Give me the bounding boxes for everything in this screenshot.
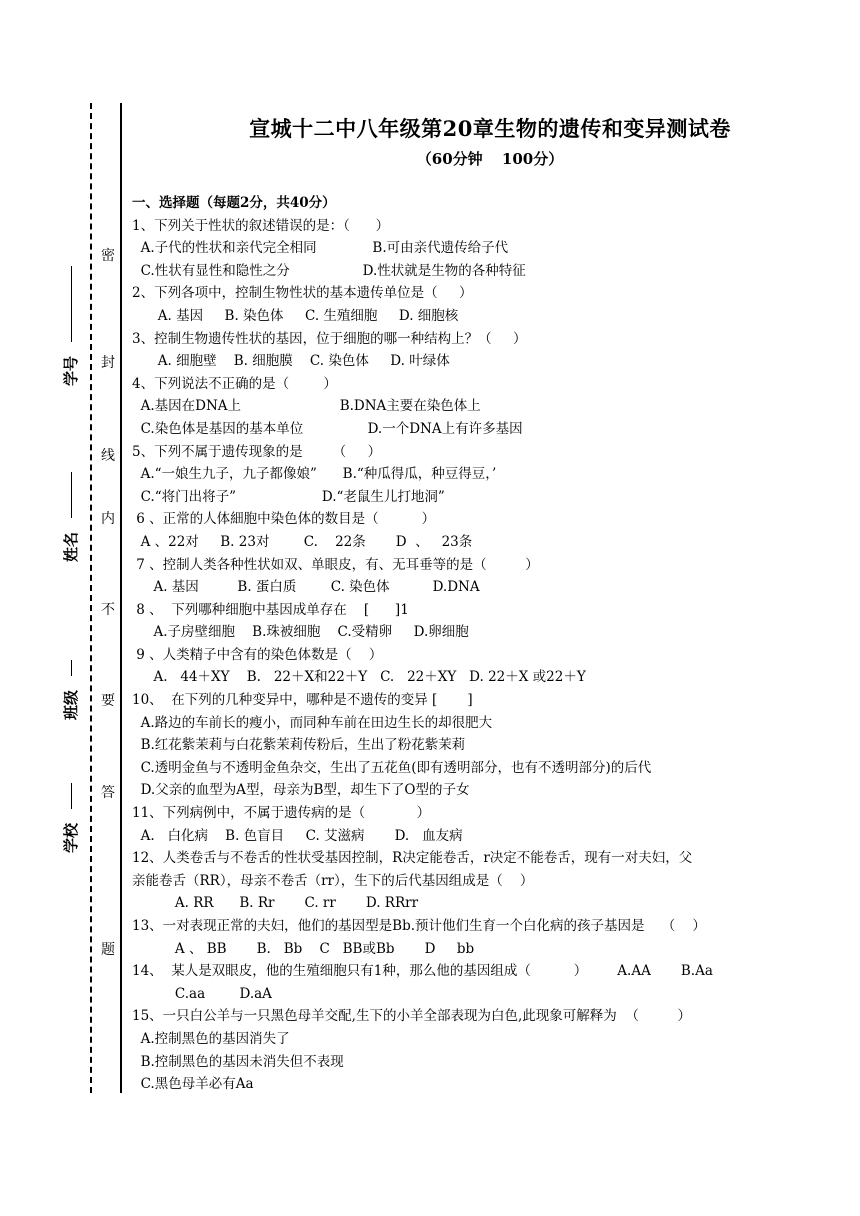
- option-line: A. 细胞壁 B. 细胞膜 C. 染色体 D. 叶绿体: [132, 353, 450, 370]
- question-line: 13、一对表现正常的夫妇，他们的基因型是Bb.预计他们生育一个白化病的孩子基因是 （ ）: [132, 918, 706, 934]
- option-line: A. 白化病 B. 色盲目 C. 艾滋病 D. 血友病: [132, 827, 463, 844]
- class-field[interactable]: [56, 652, 86, 721]
- seal-char: 内: [101, 511, 115, 527]
- fill-in-line: [71, 783, 72, 809]
- question-line: 6 、正常的人体細胞中染色体的数目是（ ）: [132, 511, 436, 528]
- student-name-label: 姓名: [62, 531, 81, 563]
- section-heading: 一、选择题（每题2分，共40分）: [132, 195, 336, 211]
- question-line: 5、下列不属于遗传现象的是 （ ）: [132, 443, 382, 460]
- student-id-field[interactable]: [56, 258, 86, 387]
- seal-char: 密: [101, 248, 115, 264]
- question-line: 7 、控制人类各种性状如双、单眼皮，有、无耳垂等的是（ ）: [132, 556, 539, 573]
- seal-char: 线: [101, 448, 115, 464]
- question-line: 4、下列说法不正确的是（ ）: [132, 375, 337, 392]
- fill-in-line: [71, 266, 72, 342]
- question-list: [132, 192, 842, 1096]
- binding-dashed-line: [90, 103, 92, 1093]
- option-line: C.透明金鱼与不透明金鱼杂交，生出了五花鱼(即有透明部分，也有不透明部分)的后代: [132, 759, 652, 776]
- option-line: C.“将门出将子” D.“老鼠生儿打地洞”: [132, 488, 445, 505]
- question-line: 亲能卷舌（RR），母亲不卷舌（rr），生下的后代基因组成是（ ）: [132, 872, 534, 889]
- class-label: 班级: [62, 689, 81, 721]
- option-line: A. 基因 B. 蛋白质 C. 染色体 D.DNA: [132, 579, 480, 596]
- student-name-field[interactable]: [56, 464, 86, 563]
- option-line: B.控制黑色的基因未消失但不表现: [132, 1053, 344, 1070]
- exam-subtitle: （60分钟 100分）: [416, 150, 564, 168]
- question-line: 14、 某人是双眼皮，他的生殖细胞只有1种，那么他的基因组成（ ） A.AA B.Aa: [132, 963, 713, 980]
- seal-char: 答: [101, 785, 115, 801]
- question-line: 8 、 下列哪种细胞中基因成单存在 [ ]1: [132, 601, 409, 618]
- exam-title: 宣城十二中八年级第20章生物的遗传和变异测试卷: [249, 116, 731, 141]
- question-line: 1、下列关于性状的叙述错误的是：（ ）: [132, 217, 390, 234]
- option-line: A 、 BB B. Bb C BB或Bb D bb: [132, 940, 475, 957]
- question-line: 10、 在下列的几种变异中，哪种是不遗传的变异 [ ]: [132, 692, 473, 709]
- question-line: 2、下列各项中，控制生物性状的基本遗传单位是（ ）: [132, 285, 473, 302]
- option-line: C.染色体是基因的基本单位 D.一个DNA上有许多基因: [132, 420, 523, 437]
- fill-in-line: [71, 660, 72, 676]
- option-line: C.黑色母羊必有Aa: [132, 1076, 254, 1093]
- question-line: 9 、人类精子中含有的染色体数是（ ）: [132, 646, 383, 663]
- option-line: C.aa D.aA: [132, 985, 272, 1002]
- option-line: A. 基因 B. 染色体 C. 生殖细胞 D. 细胞核: [132, 307, 459, 324]
- seal-char: 题: [101, 942, 115, 958]
- option-line: A. RR B. Rr C. rr D. RRrr: [132, 895, 419, 912]
- option-line: A.路边的车前长的瘦小，而同种车前在田边生长的却很肥大: [132, 714, 493, 731]
- question-line: 12、人类卷舌与不卷舌的性状受基因控制，R决定能卷舌，r决定不能卷舌，现有一对夫妇，父: [132, 850, 693, 867]
- option-line: A.控制黑色的基因消失了: [132, 1030, 290, 1047]
- option-line: C.性状有显性和隐性之分 D.性状就是生物的各种特征: [132, 262, 526, 279]
- option-line: A.子房壁细胞 B.珠被细胞 C.受精卵 D.卵细胞: [132, 624, 469, 641]
- school-label: 学校: [62, 822, 81, 854]
- option-line: A.基因在DNA上 B.DNA主要在染色体上: [132, 398, 481, 415]
- option-line: D.父亲的血型为A型，母亲为B型，却生下了O型的子女: [132, 782, 470, 799]
- option-line: B.红花紫茉莉与白花紫茉莉传粉后，生出了粉花紫茉莉: [132, 737, 466, 754]
- seal-char: 要: [101, 693, 115, 709]
- fill-in-line: [71, 472, 72, 518]
- option-line: A 、22对 B. 23对 C. 22条 D 、 23条: [132, 533, 473, 550]
- student-id-label: 学号: [62, 355, 81, 387]
- seal-char: 封: [101, 355, 115, 371]
- question-line: 3、控制生物遗传性状的基因，位于细胞的哪一种结构上？（ ）: [132, 330, 527, 347]
- question-line: 11、下列病例中，不属于遗传病的是（ ）: [132, 805, 431, 822]
- option-line: A.子代的性状和亲代完全相同 B.可由亲代遗传给子代: [132, 240, 509, 257]
- seal-char: 不: [101, 602, 115, 618]
- question-line: 15、一只白公羊与一只黑色母羊交配,生下的小羊全部表现为白色,此现象可解释为 （ ）: [132, 1008, 691, 1025]
- option-line: A.“一娘生九子，九子都像娘” B.“种瓜得瓜，种豆得豆，’: [132, 466, 497, 483]
- school-field[interactable]: [56, 775, 86, 854]
- binding-solid-line: [120, 103, 122, 1093]
- option-line: A. 44＋XY B. 22＋X和22＋Y C. 22＋XY D. 22＋X 或22＋Y: [132, 669, 586, 686]
